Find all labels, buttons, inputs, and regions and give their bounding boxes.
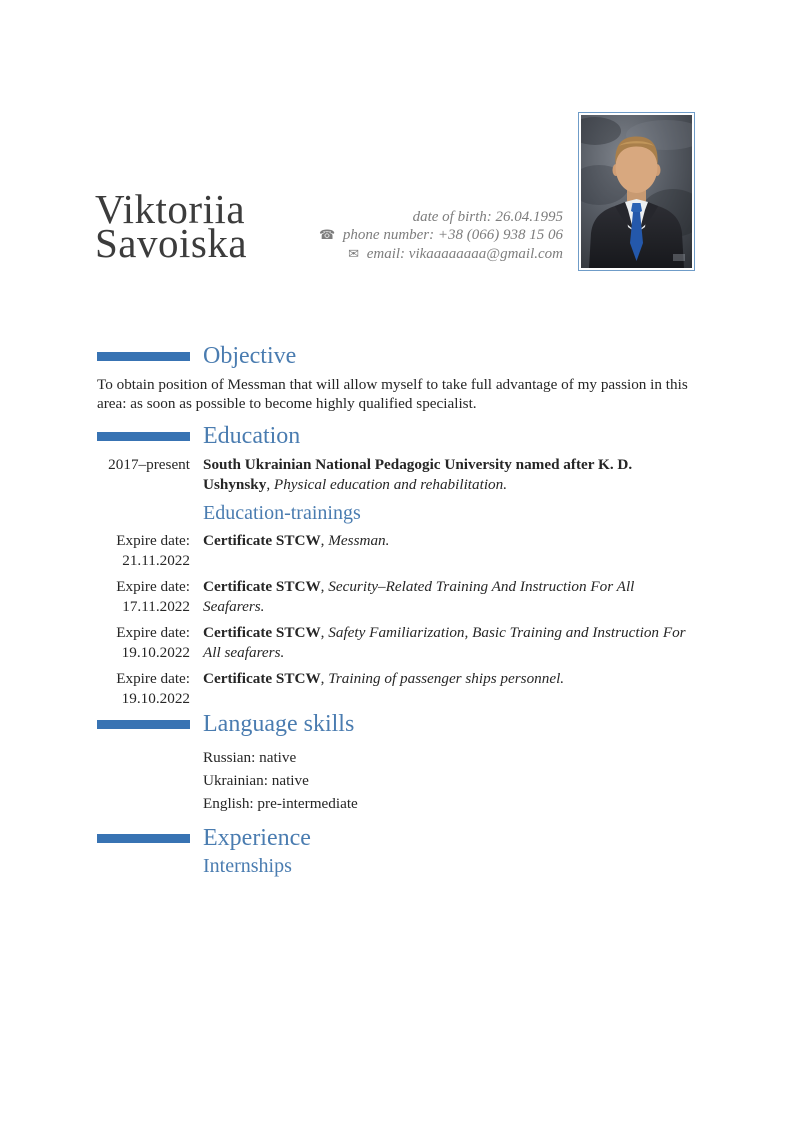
training-row [97,669,698,708]
training-expire [97,531,190,570]
expire-label: Expire date: [116,578,190,595]
training-desc: Training of passenger ships personnel. [328,670,565,687]
email-line [319,245,563,263]
training-expire [97,623,190,662]
expire-date: 19.10.2022 [121,643,190,661]
section-languages-header [97,711,698,737]
training-text [203,577,698,616]
expire-label: Expire date: [116,532,190,549]
section-education [97,423,698,708]
separator: , [266,475,274,493]
expire-date: 17.11.2022 [122,597,190,615]
section-experience-header [97,825,698,851]
training-text [203,623,698,662]
training-row [97,623,698,662]
education-institution: South Ukrainian National Pedagogic University named after K. D. Ushynsky [203,456,633,493]
training-cert: Certificate STCW [203,624,321,641]
separator: , [320,578,329,595]
phone-icon: ☎ [318,227,336,243]
training-text [203,531,698,570]
section-title-education: Education [203,423,301,449]
education-period: 2017–present [108,456,190,473]
training-text [203,669,698,708]
subsection-internships: Internships [203,855,292,877]
date-of-birth-line [319,208,563,226]
subsection-education-trainings: Education-trainings [203,502,361,524]
date-of-birth-text: date of birth: 26.04.1995 [412,209,563,225]
section-accent-bar [97,352,190,361]
section-accent-bar [97,834,190,843]
training-desc: Security–Related Training And Instruction For All Seafarers. [203,578,635,615]
training-expire [97,669,190,708]
section-objective-header [97,343,698,369]
section-language-skills [97,711,698,815]
photo-watermark [673,254,685,261]
email-icon: ✉ [348,245,359,261]
portrait-photo-image [581,115,692,268]
language-item-english: English: pre-intermediate [203,795,358,812]
expire-date: 19.10.2022 [121,689,190,707]
training-row [97,577,698,616]
training-desc: Messman. [328,532,390,549]
section-accent-bar [97,432,190,441]
education-detail: Physical education and rehabilitation. [273,475,508,493]
person-first-name: Viktoriia [95,186,246,232]
person-name [95,186,248,266]
section-title-languages: Language skills [203,711,355,737]
training-row [97,531,698,570]
section-accent-bar [97,720,190,729]
contact-block [319,208,563,263]
portrait-photo [578,112,695,271]
expire-date: 21.11.2022 [122,551,190,569]
expire-label: Expire date: [116,624,190,641]
training-cert: Certificate STCW [203,532,321,549]
person-last-name: Savoiska [95,219,248,266]
section-objective [97,343,698,413]
phone-text: phone number: +38 (066) 938 15 06 [342,227,563,244]
training-expire [97,577,190,616]
objective-text: To obtain position of Messman that will allow myself to take full advantage of my passion in this area: as soon as possible to become highly qualified specialist. [97,376,688,412]
phone-line [319,226,563,244]
language-item-russian: Russian: native [203,749,297,766]
language-item-ukrainian: Ukrainian: native [203,772,309,789]
education-entry [97,455,698,494]
training-desc: Safety Familiarization, Basic Training and Instruction For All seafarers. [203,624,686,661]
education-entry-text [203,455,698,494]
email-text: email: vikaaaaaaaa@gmail.com [366,245,563,262]
section-education-header [97,423,698,449]
training-cert: Certificate STCW [203,670,321,687]
section-title-objective: Objective [203,343,297,369]
section-experience [97,825,698,877]
expire-label: Expire date: [116,670,190,687]
section-title-experience: Experience [203,825,311,851]
separator: , [320,532,329,549]
training-cert: Certificate STCW [203,578,321,595]
separator: , [320,624,329,641]
separator: , [320,670,329,687]
